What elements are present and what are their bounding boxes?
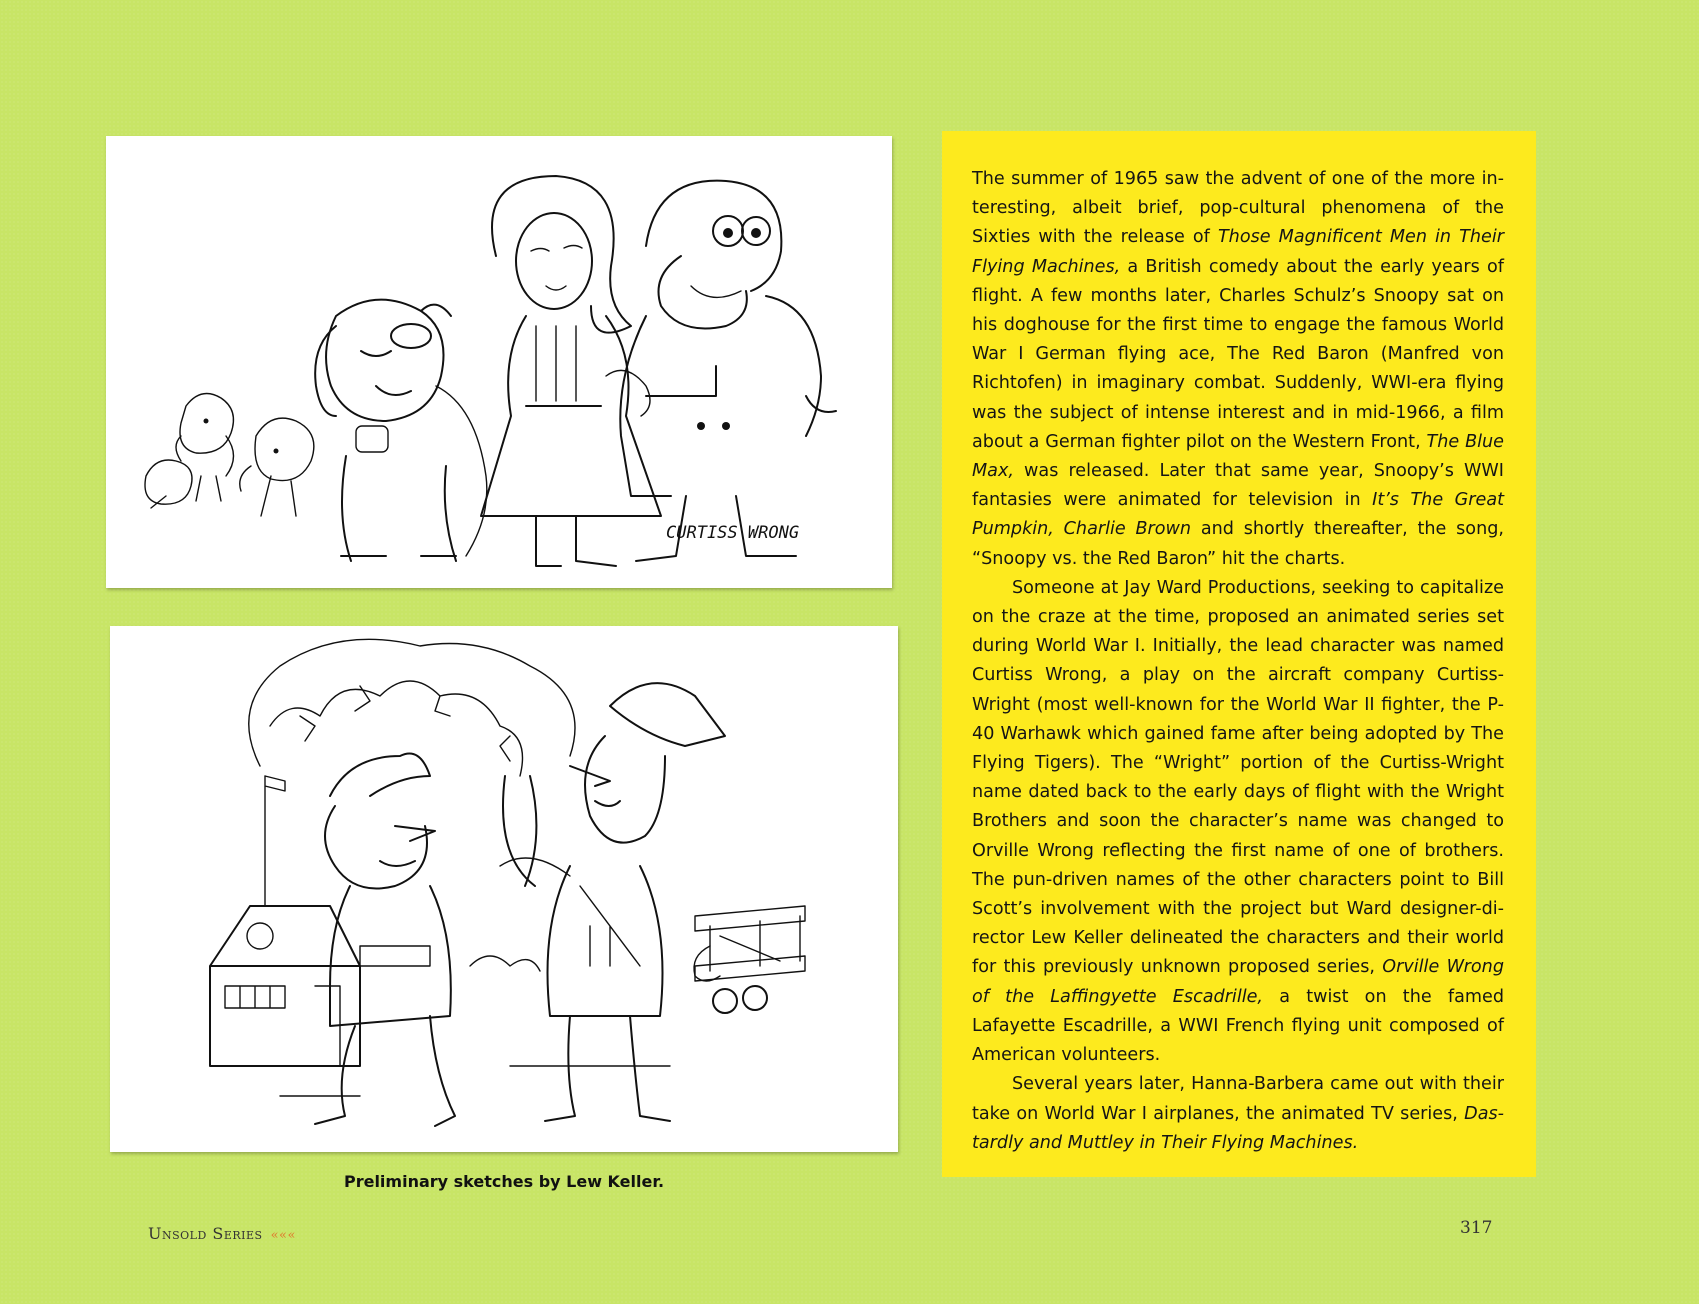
text-run: and shortly thereafter, the song, “Snoopy vs. the Red Baron” hit the charts. bbox=[972, 519, 1504, 569]
film-title-italic: The Blue Max, bbox=[972, 431, 1505, 482]
small-dogs-drawing bbox=[145, 394, 314, 517]
text-run: The summer of 1965 saw the advent of one of the more interesting, albeit brief, pop-cultural phenomena of the Sixties with the release of bbox=[972, 169, 1504, 248]
series-title-italic: Dastardly and Muttley in Their Flying Machines. bbox=[972, 1103, 1504, 1153]
sketch-bottom-drawing bbox=[110, 626, 898, 1152]
sketch-top-characters bbox=[106, 136, 892, 588]
series-title-italic: Orville Wrong of the Laffingyette Escadrille, bbox=[972, 957, 1504, 1007]
sidebar-paragraph-1 bbox=[972, 165, 1504, 574]
text-run: Several years later, Hanna-Barbera came out with their take on World War I airplanes, the animated TV series, bbox=[972, 1074, 1504, 1124]
woman-drawing bbox=[481, 176, 661, 566]
sketch-bottom-officers bbox=[110, 626, 898, 1152]
left-officer-drawing bbox=[315, 754, 455, 1127]
tv-special-title-italic: It’s The Great Pumpkin, Charlie Brown bbox=[972, 490, 1505, 540]
sidebar-paragraph-3 bbox=[972, 1070, 1504, 1158]
figure-caption: Preliminary sketches by Lew Keller. bbox=[343, 1172, 665, 1191]
right-officer-drawing bbox=[500, 683, 725, 1121]
signature: CURTISS WRONG bbox=[666, 523, 800, 543]
ornament-arrows-icon: ««« bbox=[270, 1228, 296, 1243]
sidebar-text-box bbox=[942, 131, 1536, 1177]
tree-drawing bbox=[249, 639, 575, 886]
sketch-top-drawing bbox=[106, 136, 892, 588]
sidebar-paragraph-2 bbox=[972, 574, 1504, 1070]
aviator-drawing bbox=[620, 181, 836, 561]
text-run: a twist on the famed Lafayette Escadrille, a WWI French flying unit composed of American volunteers. bbox=[972, 986, 1504, 1066]
film-title-italic: Those Magnificent Men in Their Flying Machines, bbox=[972, 227, 1505, 277]
section-name: Unsold Series bbox=[148, 1224, 263, 1243]
biplane-drawing bbox=[694, 906, 805, 1013]
text-run: Someone at Jay Ward Productions, seeking to capitalize on the craze at the time, proposed an animated series set during World War I. Initially, the lead character was named Curtiss Wrong, a play on the aircraft company Curtiss-Wright (most well-known for the World War II fighter, the P-40 Warhawk which gained fame after being adopted by The Flying Tigers). The “Wright” portion of the Curtiss-Wright name dated back to the early days of flight with the Wright Brothers and soon the character’s name was changed to Orville Wrong reflecting the first name of one of brothers. The pun-driven names of the other characters point to Bill Scott’s involvement with the project but Ward designer-director Lew Keller delineated the characters and their world for this previously unknown proposed series, bbox=[972, 577, 1504, 978]
text-run: a British comedy about the early years of flight. A few months later, Charles Schulz’s Snoopy sat on his doghouse for the first time to engage the famous World War I German flying ace, The Red Baron (Manfred von Richtofen) in imaginary combat. Suddenly, WWI-era flying was the subject of intense interest and in mid-1966, a film about a German fighter pilot on the Western Front, bbox=[972, 256, 1504, 452]
text-run: was released. Later that same year, Snoopy’s WWI fantasies were animated for television in bbox=[972, 461, 1504, 511]
running-footer bbox=[148, 1224, 296, 1243]
big-dog-drawing bbox=[315, 300, 487, 561]
page-number: 317 bbox=[1460, 1218, 1493, 1238]
